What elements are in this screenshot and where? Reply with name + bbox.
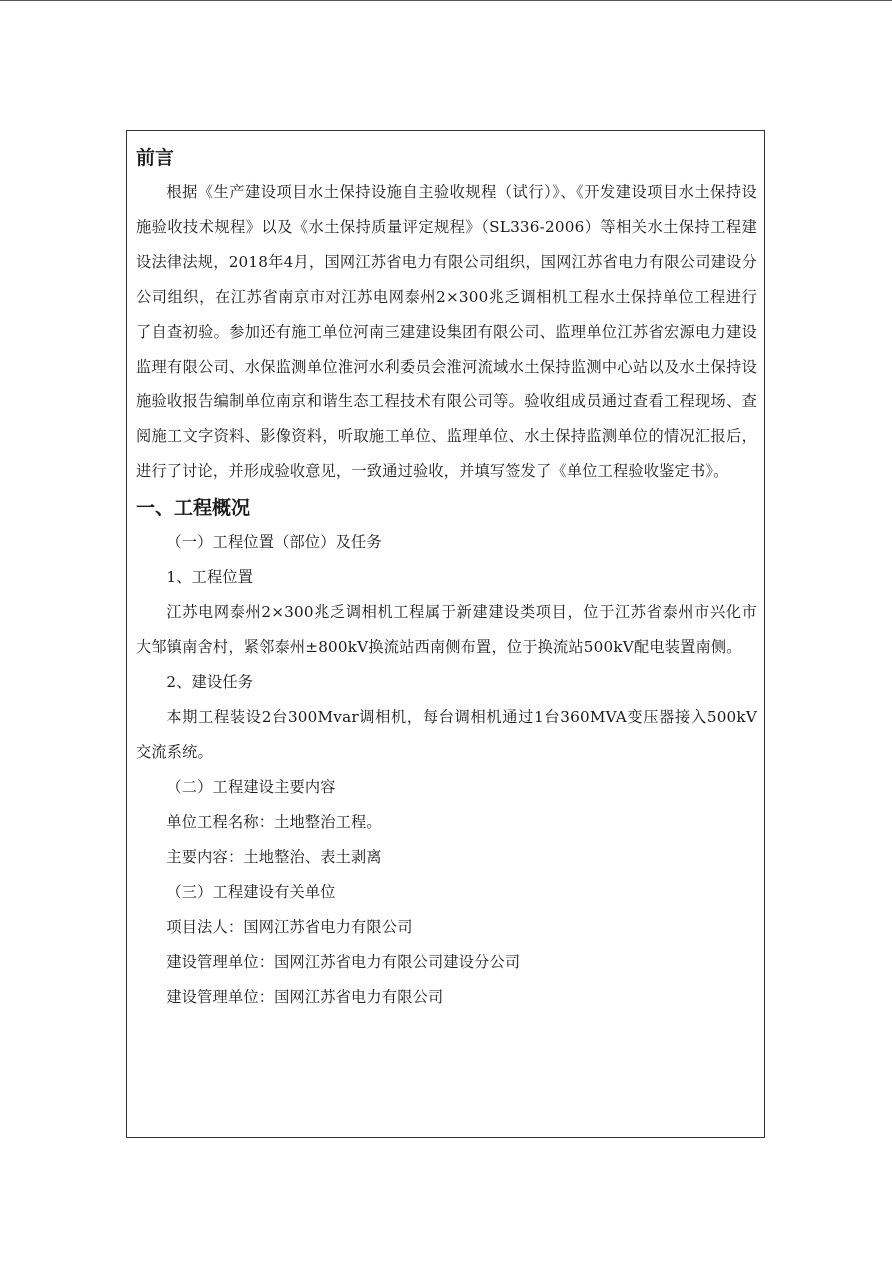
construction-management-unit-1: 建设管理单位：国网江苏省电力有限公司建设分公司 bbox=[166, 952, 521, 971]
subsection-location-title: 1、工程位置 bbox=[166, 568, 254, 587]
page-top-border bbox=[0, 0, 892, 1]
preface-heading: 前言 bbox=[136, 147, 175, 169]
subsection-task-title: 2、建设任务 bbox=[166, 672, 254, 691]
construction-management-unit-2: 建设管理单位：国网江苏省电力有限公司 bbox=[166, 987, 444, 1006]
section-3-title: （三）工程建设有关单位 bbox=[166, 882, 336, 901]
section-1-title: （一）工程位置（部位）及任务 bbox=[166, 533, 382, 552]
unit-project-name: 单位工程名称：土地整治工程。 bbox=[166, 812, 382, 831]
task-paragraph: 本期工程装设2台300Mvar调相机，每台调相机通过1台360MVA变压器接入500kV交流系统。 bbox=[136, 707, 757, 761]
project-owner: 项目法人：国网江苏省电力有限公司 bbox=[166, 917, 413, 936]
preface-paragraph: 根据《生产建设项目水土保持设施自主验收规程（试行）》、《开发建设项目水土保持设施验收技术规程》以及《水土保持质量评定规程》（SL336-2006）等相关水土保持工程建设法律法规，2018年4月，国网江苏省电力有限公司组织，国网江苏省电力有限公司建设分公司组织，在江苏省南京市对江苏电网泰州2×300兆乏调相机工程水土保持单位工程进行了自查初验。参加还有施工单位河南三建建设集团有限公司、监理单位江苏省宏源电力建设监理有限公司、水保监测单位淮河水利委员会淮河流域水土保持监测中心站以及水土保持设施验收报告编制单位南京和谐生态工程技术有限公司等。验收组成员通过查看工程现场、查阅施工文字资料、影像资料，听取施工单位、监理单位、水土保持监测单位的情况汇报后，进行了讨论，并形成验收意见，一致通过验收，并填写签发了《单位工程验收鉴定书》。 bbox=[136, 183, 757, 481]
overview-heading: 一、工程概况 bbox=[136, 497, 251, 520]
main-content: 主要内容：土地整治、表土剥离 bbox=[166, 847, 382, 866]
location-paragraph: 江苏电网泰州2×300兆乏调相机工程属于新建建设类项目，位于江苏省泰州市兴化市大邹镇南舍村，紧邻泰州±800kV换流站西南侧布置，位于换流站500kV配电装置南侧。 bbox=[136, 603, 757, 657]
document-frame bbox=[126, 130, 765, 1138]
section-2-title: （二）工程建设主要内容 bbox=[166, 777, 336, 796]
